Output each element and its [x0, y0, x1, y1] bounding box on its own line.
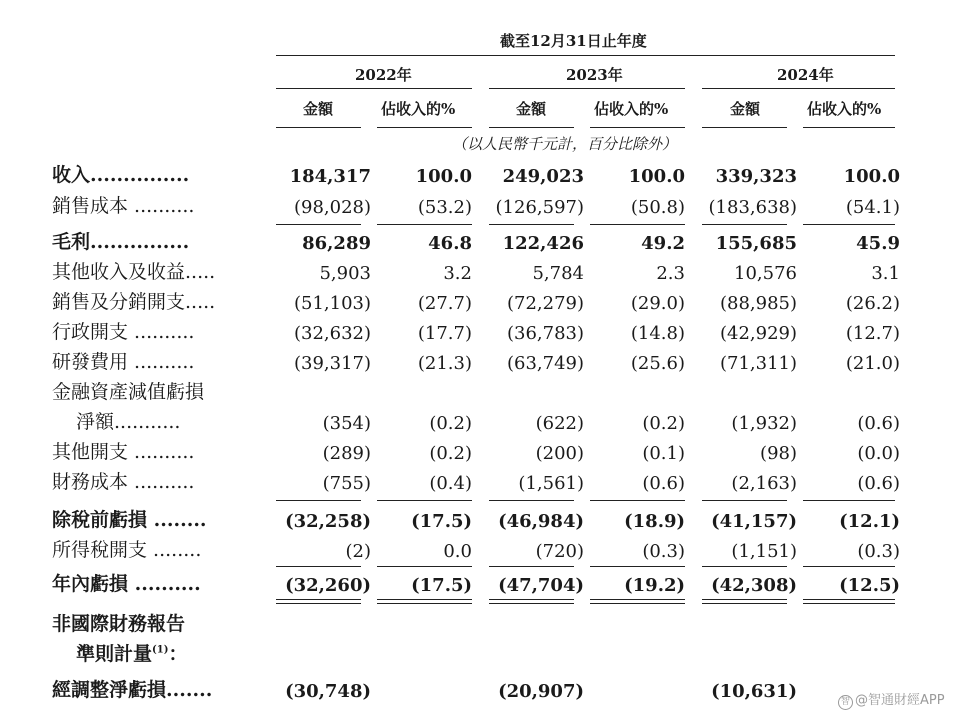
total-double-rule	[489, 599, 574, 600]
row-value: (0.3)	[642, 541, 685, 562]
unit-note: （以人民幣千元計，百分比除外）	[452, 135, 678, 153]
row-value: (42,929)	[719, 323, 797, 344]
row-value: (21.3)	[417, 353, 472, 374]
total-double-rule	[803, 603, 895, 604]
total-double-rule	[377, 599, 472, 600]
row-value: (12.7)	[845, 323, 900, 344]
total-double-rule	[702, 603, 787, 604]
row-value: (29.0)	[630, 293, 685, 314]
row-value: (0.2)	[429, 443, 472, 464]
row-label: 毛利...............	[52, 231, 190, 253]
row-value: (1,151)	[731, 541, 797, 562]
row-value: 122,426	[502, 233, 584, 254]
row-value: (32,632)	[293, 323, 371, 344]
row-value: (0.0)	[857, 443, 900, 464]
total-double-rule	[803, 599, 895, 600]
row-value: 5,903	[319, 263, 371, 284]
row-value: (41,157)	[711, 511, 797, 532]
non-ifrs-heading-line2: 準則計量$^{(1)}$：	[76, 643, 188, 665]
row-value: (27.7)	[417, 293, 472, 314]
row-value: (51,103)	[293, 293, 371, 314]
row-value: 100.0	[843, 166, 900, 187]
row-value: (354)	[322, 413, 371, 434]
row-label: 金融資產減值虧損	[52, 381, 205, 403]
row-value: 46.8	[428, 233, 472, 254]
row-value: (2,163)	[731, 473, 797, 494]
col-pct-2023: 佔收入的%	[594, 100, 669, 118]
row-value: (0.3)	[857, 541, 900, 562]
row-value: (36,783)	[506, 323, 584, 344]
subhead-rule-6	[803, 127, 895, 128]
row-value: (200)	[535, 443, 584, 464]
row-value: (72,279)	[506, 293, 584, 314]
row-value: (17.5)	[411, 575, 472, 596]
watermark: 智 @智通財經APP	[838, 694, 945, 710]
row-value: (183,638)	[708, 197, 797, 218]
header-rule-top	[276, 55, 895, 56]
non-ifrs-heading-line1: 非國際財務報告	[52, 613, 186, 635]
row-label: 所得稅開支 ........	[52, 539, 202, 561]
row-value: (1,561)	[518, 473, 584, 494]
subtotal-rule	[702, 566, 787, 567]
row-value: (53.2)	[417, 197, 472, 218]
row-label: 除稅前虧損 ........	[52, 509, 207, 531]
row-label: 銷售成本 ..........	[52, 195, 195, 217]
subtotal-rule	[489, 566, 574, 567]
subtotal-rule	[276, 566, 361, 567]
subhead-rule-4	[590, 127, 685, 128]
adjusted-2024: (10,631)	[711, 681, 797, 702]
row-value: (63,749)	[506, 353, 584, 374]
row-value: 100.0	[415, 166, 472, 187]
total-double-rule	[702, 599, 787, 600]
row-value: 100.0	[628, 166, 685, 187]
row-label: 其他收入及收益.....	[52, 261, 216, 283]
col-amount-2024: 金額	[730, 100, 761, 118]
row-label: 其他開支 ..........	[52, 441, 195, 463]
row-value: 45.9	[856, 233, 900, 254]
row-value: (12.1)	[839, 511, 900, 532]
year-rule-2023	[489, 88, 685, 89]
row-value: 10,576	[734, 263, 797, 284]
row-value: (26.2)	[845, 293, 900, 314]
row-value: (12.5)	[839, 575, 900, 596]
subtotal-rule	[276, 224, 361, 225]
row-value: (289)	[322, 443, 371, 464]
row-value: 0.0	[443, 541, 472, 562]
subtotal-rule	[803, 224, 895, 225]
adjusted-2022: (30,748)	[285, 681, 371, 702]
row-value: (32,260)	[285, 575, 371, 596]
row-value: (2)	[345, 541, 371, 562]
row-value: (39,317)	[293, 353, 371, 374]
row-value: (46,984)	[498, 511, 584, 532]
col-amount-2023: 金額	[516, 100, 547, 118]
total-double-rule	[377, 603, 472, 604]
row-value: (25.6)	[630, 353, 685, 374]
year-rule-2024	[702, 88, 895, 89]
period-caption: 截至12月31日止年度	[500, 32, 647, 50]
row-value: (71,311)	[719, 353, 797, 374]
subtotal-rule	[590, 566, 685, 567]
subhead-rule-2	[377, 127, 472, 128]
subtotal-rule	[276, 500, 361, 501]
total-double-rule	[489, 603, 574, 604]
row-value: (622)	[535, 413, 584, 434]
adjusted-2023: (20,907)	[498, 681, 584, 702]
row-value: (18.9)	[624, 511, 685, 532]
row-value: 249,023	[502, 166, 584, 187]
row-value: (0.6)	[642, 473, 685, 494]
row-label: 行政開支 ..........	[52, 321, 195, 343]
subtotal-rule	[377, 224, 472, 225]
row-value: 3.1	[871, 263, 900, 284]
subhead-rule-5	[702, 127, 787, 128]
subhead-rule-1	[276, 127, 361, 128]
row-value: (50.8)	[630, 197, 685, 218]
row-value: 86,289	[302, 233, 371, 254]
row-value: (14.8)	[630, 323, 685, 344]
row-value: (0.6)	[857, 473, 900, 494]
row-value: (98)	[760, 443, 797, 464]
row-value: (0.2)	[642, 413, 685, 434]
row-value: 184,317	[289, 166, 371, 187]
subtotal-rule	[489, 500, 574, 501]
row-value: (17.7)	[417, 323, 472, 344]
row-value: (47,704)	[498, 575, 584, 596]
year-2024: 2024年	[777, 66, 834, 84]
year-2023: 2023年	[566, 66, 623, 84]
year-rule-2022	[276, 88, 472, 89]
subhead-rule-3	[489, 127, 574, 128]
subtotal-rule	[590, 500, 685, 501]
subtotal-rule	[803, 566, 895, 567]
row-value: (0.1)	[642, 443, 685, 464]
row-value: 339,323	[715, 166, 797, 187]
subtotal-rule	[377, 566, 472, 567]
row-value: (0.6)	[857, 413, 900, 434]
adjusted-net-loss-label: 經調整淨虧損.......	[52, 679, 213, 701]
subtotal-rule	[489, 224, 574, 225]
row-value: (1,932)	[731, 413, 797, 434]
total-double-rule	[276, 603, 361, 604]
total-double-rule	[276, 599, 361, 600]
row-value: (42,308)	[711, 575, 797, 596]
row-value: 5,784	[532, 263, 584, 284]
row-label: 財務成本 ..........	[52, 471, 195, 493]
col-pct-2024: 佔收入的%	[807, 100, 882, 118]
row-label: 淨額...........	[76, 411, 181, 433]
year-2022: 2022年	[355, 66, 412, 84]
subtotal-rule	[590, 224, 685, 225]
row-value: (17.5)	[411, 511, 472, 532]
row-value: (88,985)	[719, 293, 797, 314]
row-value: (755)	[322, 473, 371, 494]
row-value: (0.2)	[429, 413, 472, 434]
row-value: (19.2)	[624, 575, 685, 596]
row-value: (54.1)	[845, 197, 900, 218]
row-value: (98,028)	[293, 197, 371, 218]
row-value: (0.4)	[429, 473, 472, 494]
row-value: 49.2	[641, 233, 685, 254]
subtotal-rule	[702, 224, 787, 225]
row-value: (32,258)	[285, 511, 371, 532]
subtotal-rule	[377, 500, 472, 501]
row-value: (720)	[535, 541, 584, 562]
row-value: (126,597)	[495, 197, 584, 218]
footnote-mark: (1)	[152, 644, 169, 656]
zhitong-logo-icon: 智	[838, 695, 853, 710]
row-label: 年內虧損 ..........	[52, 573, 201, 595]
row-label: 研發費用 ..........	[52, 351, 195, 373]
total-double-rule	[590, 599, 685, 600]
total-double-rule	[590, 603, 685, 604]
row-value: 155,685	[715, 233, 797, 254]
row-value: 3.2	[443, 263, 472, 284]
row-label: 收入...............	[52, 164, 190, 186]
col-amount-2022: 金額	[303, 100, 334, 118]
row-value: (21.0)	[845, 353, 900, 374]
subtotal-rule	[803, 500, 895, 501]
row-label: 銷售及分銷開支.....	[52, 291, 216, 313]
col-pct-2022: 佔收入的%	[381, 100, 456, 118]
subtotal-rule	[702, 500, 787, 501]
row-value: 2.3	[656, 263, 685, 284]
